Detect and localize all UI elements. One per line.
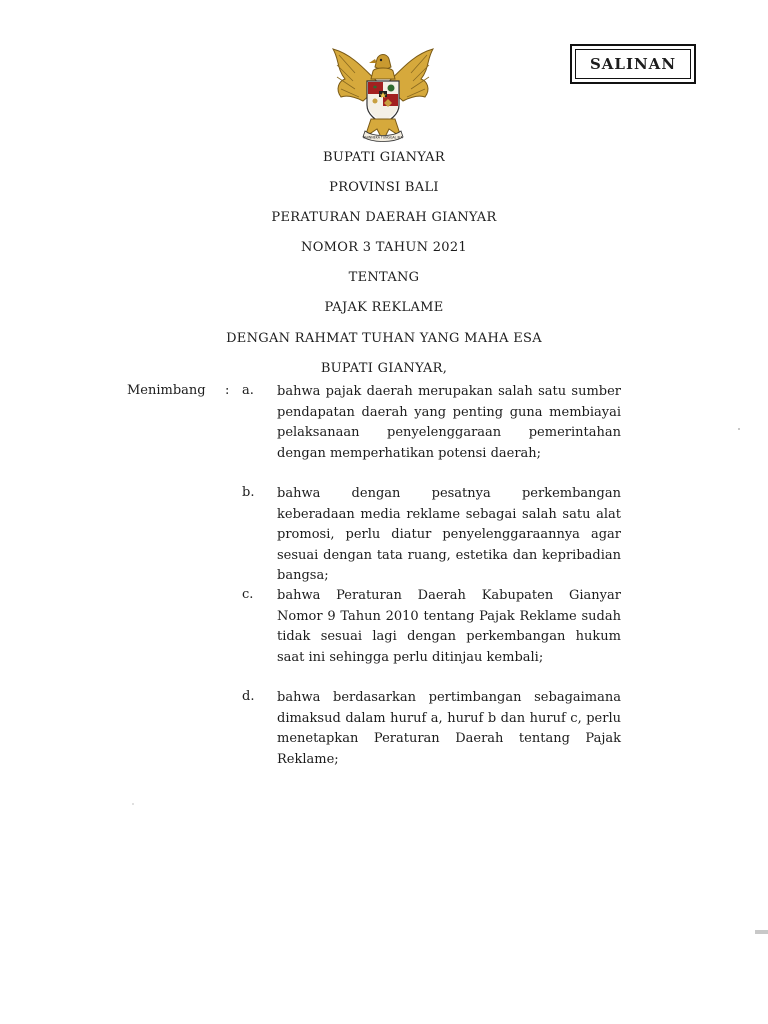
heading-invocation: DENGAN RAHMAT TUHAN YANG MAHA ESA [226,331,542,346]
heading-regent: BUPATI GIANYAR [323,150,445,165]
scan-speck [755,930,768,934]
salinan-label: SALINAN [589,55,677,73]
consideration-text-d: bahwa berdasarkan pertimbangan sebagaimana dimaksud dalam huruf a, huruf b dan huruf c, perlu menetapkan Peraturan Daerah tentang Pajak Reklame; [277,690,621,767]
heading-subject: PAJAK REKLAME [324,300,444,315]
consideration-text-c: bahwa Peraturan Daerah Kabupaten Gianyar Nomor 9 Tahun 2010 tentang Pajak Reklame sudah tidak sesuai lagi dengan perkembangan hukum saat ini sehingga perlu ditinjau kembali; [277,588,621,665]
scan-speck [132,803,134,805]
garuda-pancasila-emblem-icon [325,45,441,149]
emblem-motto: BHINNEKA TUNGGAL IKA [363,135,403,140]
consideration-letter-d: d. [242,689,255,704]
consideration-letter-c: c. [242,587,254,602]
salinan-stamp [570,44,696,84]
heading-regulation-number: NOMOR 3 TAHUN 2021 [301,240,467,255]
consideration-text-b: bahwa dengan pesatnya perkembangan keberadaan media reklame sebagai salah satu alat promosi, perlu diatur penyelenggaraannya agar sesuai dengan tata ruang, estetika dan kepribadian bangsa; [277,486,621,583]
consideration-text-a: bahwa pajak daerah merupakan salah satu sumber pendapatan daerah yang penting guna membiayai pelaksanaan penyelenggaraan pemerintahan dengan memperhatikan potensi daerah; [277,384,621,461]
heading-regulation-title: PERATURAN DAERAH GIANYAR [271,210,497,225]
considerations-label: Menimbang [127,383,206,398]
heading-province: PROVINSI BALI [329,180,439,195]
heading-about: TENTANG [348,270,420,285]
considerations-colon: : [225,383,230,398]
consideration-letter-a: a. [242,383,254,398]
consideration-letter-b: b. [242,485,255,500]
heading-regent-greeting: BUPATI GIANYAR, [320,361,448,376]
scan-speck [738,428,740,430]
